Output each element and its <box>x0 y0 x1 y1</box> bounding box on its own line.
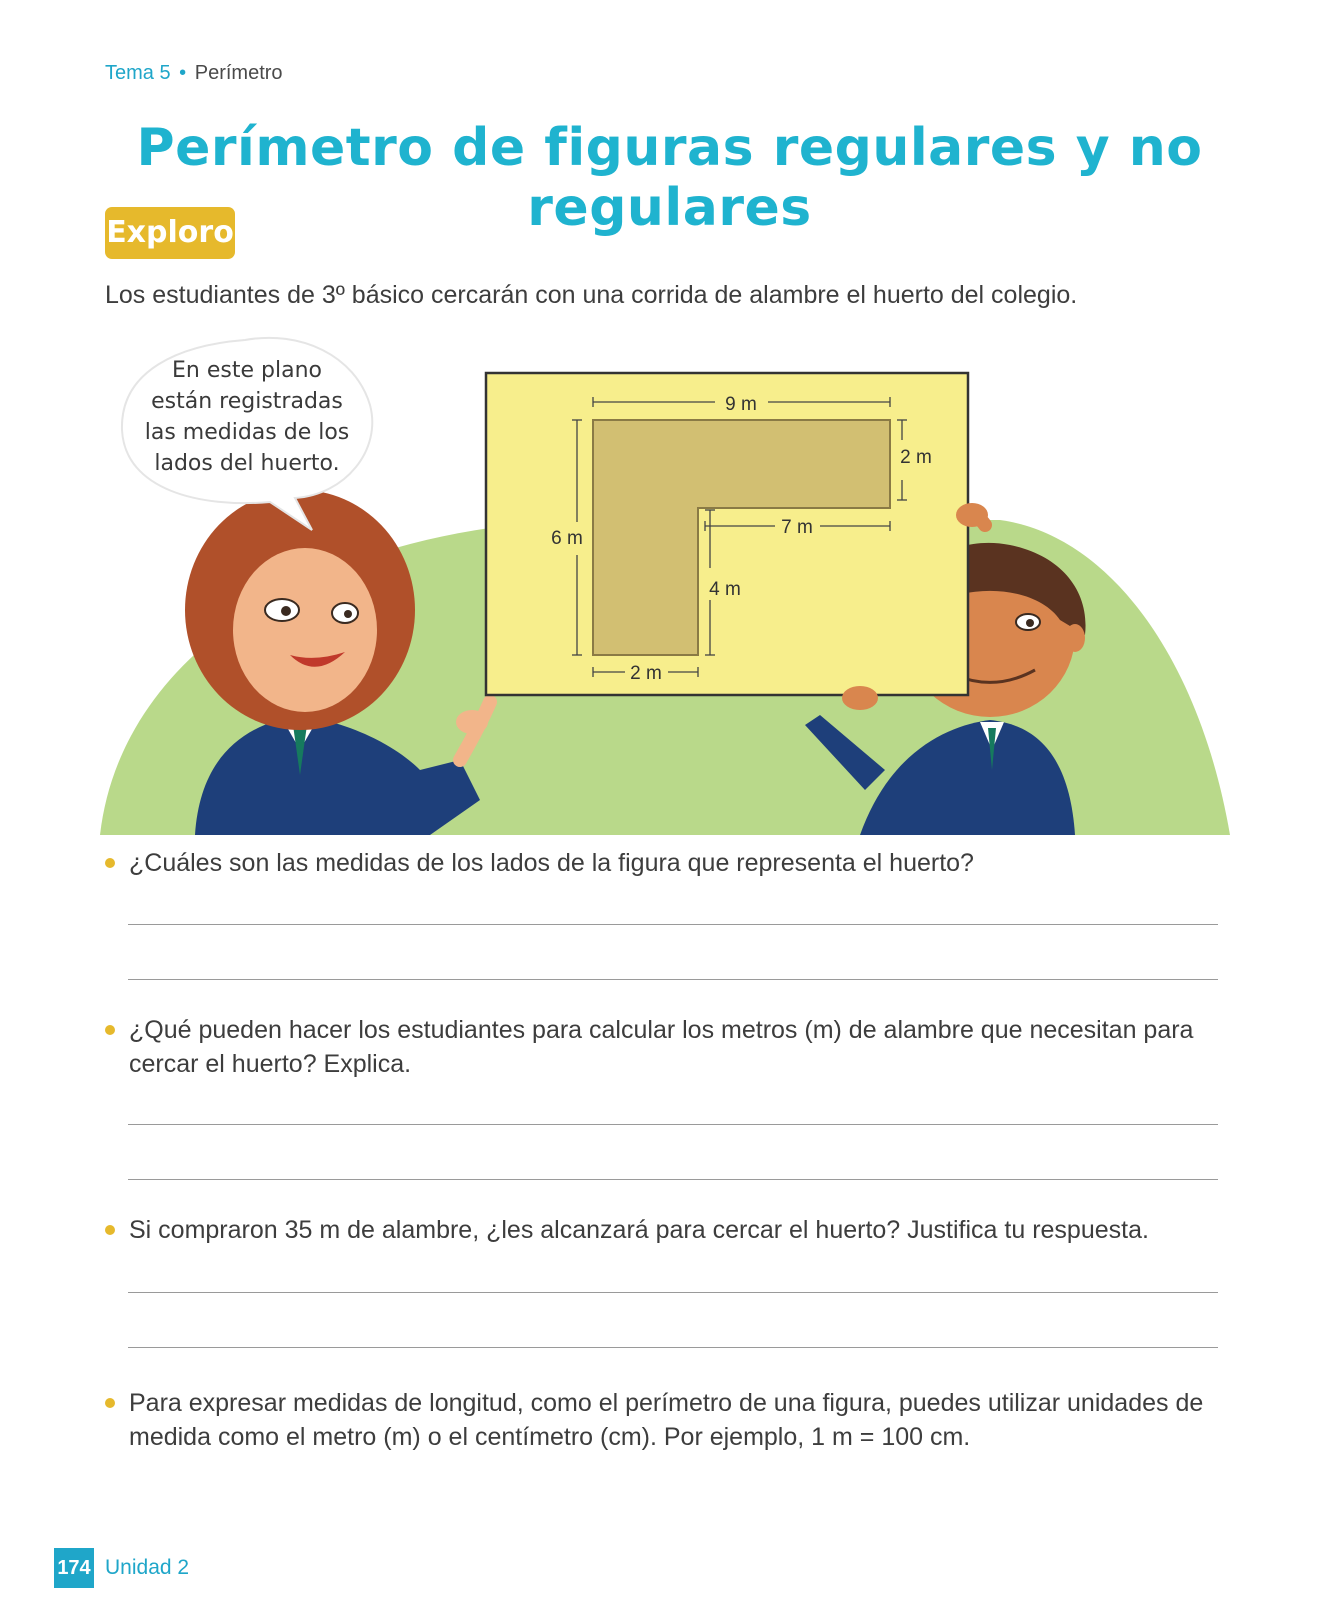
page-number: 174 <box>54 1548 94 1588</box>
label-2m-right: 2 m <box>900 447 932 468</box>
label-6m: 6 m <box>551 528 583 549</box>
boy-hand-top <box>956 503 988 527</box>
question-1 <box>105 846 1225 880</box>
note <box>105 1386 1225 1454</box>
speech-line-2: están registradas <box>151 389 343 414</box>
topic-label: Perímetro <box>194 62 283 84</box>
label-9m: 9 m <box>725 394 757 415</box>
question-3 <box>105 1213 1225 1247</box>
boy-hand-bottom <box>842 686 878 710</box>
illustration <box>100 330 1230 835</box>
answer-line[interactable] <box>128 979 1218 980</box>
label-7m: 7 m <box>781 517 813 538</box>
question-text: ¿Qué pueden hacer los estudiantes para calcular los metros (m) de alambre que necesitan para cercar el huerto? Explica. <box>129 1016 1194 1078</box>
answer-line[interactable] <box>128 924 1218 925</box>
intro-text: Los estudiantes de 3º básico cercarán con una corrida de alambre el huerto del colegio. <box>105 281 1078 309</box>
bullet-icon <box>105 858 115 868</box>
question-2 <box>105 1013 1225 1081</box>
bullet-icon <box>105 1398 115 1408</box>
label-2m-bottom: 2 m <box>630 663 662 684</box>
question-text: Si compraron 35 m de alambre, ¿les alcanzará para cercar el huerto? Justifica tu respuesta. <box>129 1216 1149 1244</box>
section-badge: Exploro <box>105 207 235 259</box>
girl-hand <box>456 710 488 734</box>
answer-line[interactable] <box>128 1124 1218 1125</box>
speech-line-4: lados del huerto. <box>154 451 340 476</box>
topic-breadcrumb <box>105 62 283 85</box>
speech-line-3: las medidas de los <box>144 420 350 445</box>
bullet-icon <box>105 1225 115 1235</box>
answer-line[interactable] <box>128 1347 1218 1348</box>
bullet-icon <box>105 1025 115 1035</box>
speech-line-1: En este plano <box>172 358 322 383</box>
question-text: ¿Cuáles son las medidas de los lados de la figura que representa el huerto? <box>129 849 974 877</box>
page-title: Perímetro de figuras regulares y no regulares <box>136 118 1203 238</box>
breadcrumb-separator: • <box>179 62 187 84</box>
tema-label: Tema 5 <box>105 62 171 84</box>
answer-line[interactable] <box>128 1292 1218 1293</box>
answer-line[interactable] <box>128 1179 1218 1180</box>
unit-label: Unidad 2 <box>105 1556 190 1579</box>
note-text: Para expresar medidas de longitud, como el perímetro de una figura, puedes utilizar unidades de medida como el metro (m) o el centímetro (cm). Por ejemplo, 1 m = 100 cm. <box>129 1389 1204 1451</box>
label-4m: 4 m <box>709 579 741 600</box>
